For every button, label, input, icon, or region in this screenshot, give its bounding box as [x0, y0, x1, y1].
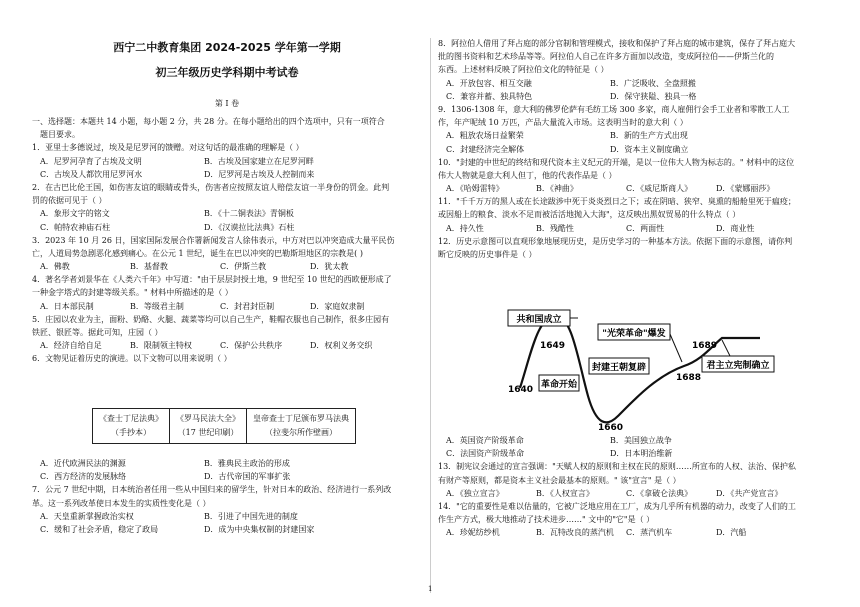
- option-d[interactable]: D．汽船: [716, 528, 747, 538]
- option-a[interactable]: A．粗放农场日益繁荣: [446, 131, 524, 141]
- option-a[interactable]: A．天皇重新掌握政治实权: [40, 511, 134, 521]
- question-2: [32, 181, 400, 234]
- option-d[interactable]: D．古代帝国的军事扩张: [204, 472, 291, 482]
- question-13: [438, 460, 806, 500]
- box-revolution-start: [539, 375, 579, 391]
- artifact-table: [92, 408, 356, 444]
- year-1649: 1649: [540, 341, 566, 351]
- option-b[interactable]: B．基督教: [130, 262, 168, 272]
- option-b[interactable]: B．古埃及国家建立在尼罗河畔: [204, 156, 314, 166]
- option-b[interactable]: B．限制领主特权: [130, 341, 192, 351]
- option-a[interactable]: A．象形文字的铭文: [40, 209, 110, 219]
- question-14: [438, 500, 806, 540]
- option-a[interactable]: A．近代欧洲民法的渊源: [40, 459, 126, 468]
- question-stem: 2．在古巴比伦王国，如伤害友谊的眼睛或骨头，伤害者应按照友谊人赔偿友谊一半身份的罚金。此判: [32, 182, 390, 192]
- question-stem: 7．公元 7 世纪中期，日本统治者任用一些从中国归来的留学生，针对日本的政治、经济进行一系列改: [32, 485, 392, 495]
- option-c[interactable]: C．蒸汽机车: [626, 528, 673, 538]
- exam-title-line2: 初三年级历史学科期中考试卷: [155, 66, 299, 79]
- option-c[interactable]: C．西方经济的发展脉络: [40, 472, 127, 482]
- question-stem-cont: 作，年产呢绒 10 万匹，产品大量流入市场。这表明当时的意大利（ ）: [438, 118, 688, 128]
- option-c[interactable]: C．古埃及人都饮用尼罗河水: [40, 169, 143, 179]
- question-stem-cont: 断它反映的历史事件是（ ）: [438, 250, 537, 259]
- table-cell: 《查士丁尼法典》 （手抄本）: [93, 409, 170, 444]
- table-cell: 皇帝查士丁尼颁布罗马法典 （拉斐尔所作壁画）: [247, 409, 356, 444]
- option-b[interactable]: B．广泛吸收、全盘照搬: [610, 78, 696, 88]
- table-cell: 《罗马民法大全》 （17 世纪印刷）: [170, 409, 247, 444]
- svg-text:"光荣革命"爆发: "光荣革命"爆发: [602, 329, 666, 339]
- question-stem-cont: 革。这一系列改革使日本发生的实质性变化是（ ）: [32, 498, 211, 508]
- year-1689: 1689: [692, 341, 718, 351]
- option-d[interactable]: D．犹太教: [310, 262, 349, 272]
- option-b[interactable]: B．美国独立战争: [610, 436, 672, 445]
- question-stem-cont: 伟大人物就是意大利人但丁，他的代表作品是（ ）: [438, 170, 617, 180]
- question-1: [32, 141, 400, 181]
- box-restoration: [589, 358, 649, 374]
- arrow: [670, 334, 682, 362]
- option-d[interactable]: D．尼罗河是古埃及人控制而来: [204, 169, 315, 179]
- question-3: [32, 234, 400, 274]
- question-9: [438, 103, 806, 156]
- option-c[interactable]: C．兼容并蓄、独具特色: [446, 91, 533, 101]
- option-a[interactable]: A．尼罗河孕育了古埃及文明: [40, 156, 142, 166]
- option-d[interactable]: D．权利义务交织: [310, 341, 373, 351]
- option-c[interactable]: C．伊斯兰教: [220, 262, 267, 272]
- question-stem: 13．制宪议会通过的宣言强调："天赋人权的原则和主权在民的原则……所宣布的人权、法治、保护私: [438, 462, 796, 472]
- question-stem: 6．文物见证着历史的演进。以下文物可以用来说明（ ）: [32, 354, 232, 364]
- question-stem-cont: 有财产等原则，都是资本主义社会最基本的原则。" 该"宣言" 是（ ）: [438, 475, 681, 485]
- option-c[interactable]: C．封建经济完全解体: [446, 144, 525, 154]
- option-c[interactable]: C．缓和了社会矛盾，稳定了政局: [40, 524, 159, 534]
- option-b[interactable]: B．《神曲》: [536, 184, 578, 194]
- option-b[interactable]: B．雅典民主政治的形成: [204, 459, 290, 468]
- section-intro-cont: 题目要求。: [40, 130, 80, 140]
- question-stem-cont: 铁匠、银匠等。据此可知，庄园（ ）: [32, 328, 163, 337]
- option-a[interactable]: A．持久性: [446, 223, 484, 233]
- question-stem-cont: 或因船上的粮食、淡水不足而被活活地抛入大海"，这反映出黑奴贸易的什么特点（ ）: [438, 210, 741, 220]
- option-b[interactable]: B．《人权宣言》: [536, 488, 594, 498]
- right-column: [438, 37, 806, 261]
- option-d[interactable]: D．日本明治维新: [610, 449, 673, 459]
- box-glorious: [598, 324, 670, 340]
- option-c[interactable]: C．封君封臣制: [220, 301, 275, 311]
- svg-text:封建王朝复辟: 封建王朝复辟: [591, 363, 647, 373]
- svg-text:革命开始: 革命开始: [540, 380, 578, 390]
- svg-text:君主立宪制确立: 君主立宪制确立: [706, 361, 770, 371]
- option-b[interactable]: B．《十二铜表法》青铜板: [204, 209, 294, 219]
- question-stem: 9．1306-1308 年，意大利的佛罗伦萨有毛纺工场 300 多家，商人雇佣行会手工业者和零散工人工: [438, 104, 790, 114]
- option-d[interactable]: D．商业性: [716, 223, 755, 233]
- right-column-bottom: [438, 434, 806, 540]
- option-b[interactable]: B．残酷性: [536, 223, 574, 233]
- option-a[interactable]: A．珍妮纺纱机: [446, 528, 500, 538]
- left-column-bottom: [32, 457, 391, 536]
- option-a[interactable]: A．《哈姆雷特》: [446, 184, 504, 194]
- exam-title-line1: 西宁二中教育集团 2024-2025 学年第一学期: [113, 41, 341, 54]
- option-d[interactable]: D．家庭奴隶制: [310, 301, 365, 311]
- page-number: 1: [428, 585, 433, 593]
- question-stem: 4．著名学者刘景华在《人类六千年》中写道："由于层层封授土地，9 世纪至 10 世纪的西欧便形成了: [32, 275, 392, 285]
- question-stem: 14．"它的重要性是难以估量的，它被广泛地应用在工厂，成为几乎所有机器的动力，改变了人们的工: [438, 501, 796, 511]
- option-d[interactable]: D．《蒙娜丽莎》: [716, 184, 775, 194]
- option-b[interactable]: B．新的生产方式出现: [610, 131, 688, 141]
- option-b[interactable]: B．瓦特改良的蒸汽机: [536, 528, 614, 538]
- option-a[interactable]: A．日本部民制: [40, 301, 94, 311]
- option-c[interactable]: C．《威尼斯商人》: [626, 184, 693, 194]
- question-12: [438, 235, 806, 261]
- question-10: [438, 156, 806, 196]
- question-stem: 10．"封建的中世纪的终结和现代资本主义纪元的开端，是以一位伟大人物为标志的。" 材料中的这位: [438, 157, 795, 167]
- question-stem-cont: 罚的依据可见于（ ）: [32, 196, 107, 206]
- option-b[interactable]: B．等级君主制: [130, 301, 184, 311]
- question-stem: 8．阿拉伯人借用了拜占庭的部分官制和管理模式，接收和保护了拜占庭的城市建筑，保存了拜占庭大: [438, 39, 796, 48]
- volume-label: 第 I 卷: [214, 99, 240, 108]
- question-5: [32, 313, 400, 353]
- option-a[interactable]: A．经济自给自足: [40, 341, 102, 351]
- option-d[interactable]: D．保守狭隘、独具一格: [610, 91, 697, 101]
- option-b[interactable]: B．引进了中国先进的制度: [204, 511, 298, 521]
- year-1660: 1660: [598, 423, 624, 432]
- revolution-diagram: [506, 300, 786, 432]
- question-stem: 5．庄园以农业为主，面粉、奶酪、火腿、蔬菜等均可以自己生产，鞋帽衣服也自己制作，很多庄园有: [32, 314, 390, 324]
- question-11: [438, 195, 806, 235]
- question-stem: 3．2023 年 10 月 26 日，国家国际发展合作署新闻发言人徐伟表示，中方对巴以冲突造成大量平民伤: [32, 235, 395, 245]
- option-d[interactable]: D．《汉谟拉比法典》石柱: [204, 222, 295, 232]
- question-stem: 1．亚里士多德说过，埃及是尼罗河的馈赠。对这句话的最准确的理解是（ ）: [32, 143, 304, 153]
- question-stem-cont: 亡，人道局势急剧恶化感到痛心。在公元 1 世纪，诞生在巴以冲突的巴勒斯坦地区的宗教是( ): [32, 248, 363, 258]
- year-1640: 1640: [508, 385, 534, 395]
- svg-text:共和国成立: 共和国成立: [516, 315, 562, 325]
- question-stem: 11．"千千万万的黑人或在长途跋涉中死于炎炎烈日之下；或在阴暗、狭窄、臭熏的船舱里死于瘟疫；: [438, 197, 796, 207]
- question-6: [32, 352, 400, 365]
- option-a[interactable]: A．开放包容、相互交融: [446, 78, 532, 88]
- left-column: [32, 115, 400, 366]
- option-c[interactable]: C．保护公共秩序: [220, 341, 283, 351]
- option-d[interactable]: D．《共产党宣言》: [716, 488, 783, 498]
- section-intro: 一、选择题：本题共 14 小题，每小题 2 分，共 28 分。在每小题给出的四个选项中，只有一项符合: [32, 117, 385, 126]
- arrow: [722, 340, 730, 356]
- option-c[interactable]: C．《拿破仑法典》: [626, 488, 693, 498]
- question-stem-cont: 东西。上述材料反映了阿拉伯文化的特征是（ ）: [438, 65, 609, 75]
- year-1688: 1688: [676, 373, 702, 383]
- box-republic: [508, 310, 570, 326]
- box-constitutional: [702, 356, 774, 372]
- question-stem-cont: 一种金字塔式的封建等级关系。" 材料中所描述的是（ ）: [32, 288, 233, 298]
- option-c[interactable]: C．法国资产阶级革命: [446, 449, 525, 459]
- option-a[interactable]: A．英国资产阶级革命: [446, 436, 524, 445]
- option-d[interactable]: D．成为中央集权制的封建国家: [204, 524, 315, 534]
- column-divider: [430, 38, 431, 593]
- option-c[interactable]: C．帕特农神庙石柱: [40, 222, 111, 232]
- question-4: [32, 273, 400, 313]
- question-stem: 12．历史示意图可以直观形象地展现历史，是历史学习的一种基本方法。依据下面的示意图，请你判: [438, 236, 793, 246]
- option-a[interactable]: A．佛教: [40, 262, 70, 272]
- question-stem-cont: 作生产方式，极大地推动了技术进步……" 文中的"它"是（ ）: [438, 515, 655, 525]
- question-stem-cont: 批的图书资料和艺术珍品等等。阿拉伯人自己在许多方面加以改造，变成阿拉伯——伊斯兰化的: [438, 52, 774, 62]
- option-a[interactable]: A．《独立宣言》: [446, 488, 504, 498]
- question-8: [438, 37, 806, 103]
- question-7: [32, 483, 391, 536]
- option-d[interactable]: D．资本主义制度确立: [610, 144, 689, 154]
- option-c[interactable]: C．两面性: [626, 223, 665, 233]
